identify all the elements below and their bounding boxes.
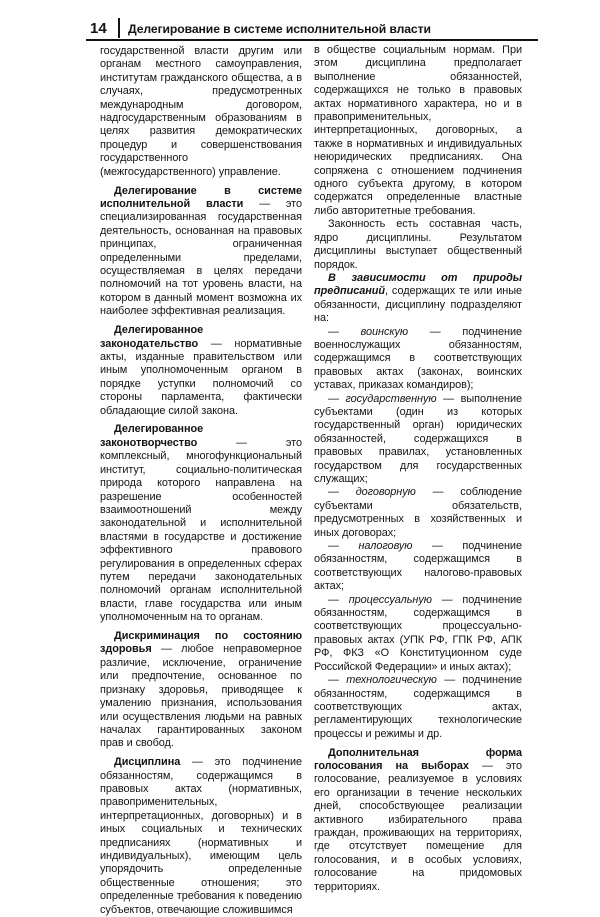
list-term: процессуальную [348, 593, 432, 606]
list-item: — налоговую — подчинение обязанностям, содержащимся в соответствующих налогово-правовых актах; [314, 540, 522, 593]
header-separator [118, 18, 120, 38]
definition-term: Дискриминация по состоянию здоровья [100, 630, 302, 656]
list-item: — процессуальную — подчинение обязанностям, содержащимся в соответствующих процессуально-правовых актах (УПК РФ, ГПК РФ, АПК РФ, ФКЗ «О Конституционном суде Российской Федерации» и иных актах); [314, 593, 522, 673]
definition-text: — это подчинение обязанностям, содержащимся в правовых актах (нормативных, правоприменительных, интерпретационных, договорных) и в иных социальных и технических предписаниях (нормативных и индивидуальных), имеющим цель упорядочить определенные общественные отношения; это определенные требования к поведению субъектов, отвечающие сложившимся [100, 756, 302, 916]
header-rule [86, 39, 538, 41]
page-number: 14 [90, 20, 107, 37]
emphasis-text: В зависимости от природы предписаний [314, 271, 522, 298]
list-term: технологическую [346, 674, 437, 687]
list-item: — договорную — соблюдение субъектами обязательств, предусмотренных в хозяйственных и иных договорах; [314, 486, 522, 539]
list-term: налоговую [358, 540, 413, 553]
left-column [100, 45, 302, 917]
definition-paragraph [100, 756, 302, 917]
list-term: воинскую [360, 325, 409, 338]
definition-term: Дополнительная форма голосования на выборах [314, 746, 522, 773]
definition-term: Делегирование в системе исполнительной власти [100, 184, 302, 210]
definition-text: — нормативные акты, изданные правительством или иным уполномоченным органом в порядке уступки полномочий со стороны парламента, фактически обладающие силой закона. [100, 337, 302, 417]
paragraph: государственной власти другим или органам местного самоуправления, институтам гражданского общества, а в случаях, предусмотренных международным договором, надгосударственным образованиям в целях развития демократических процедур и совершенствования государственного (межгосударственного) управление. [100, 45, 302, 178]
running-header [86, 18, 536, 40]
list-term: договорную [355, 486, 416, 499]
paragraph: в обществе социальным нормам. При этом дисциплина предполагает выполнение обязанностей, содержащихся не только в правовых актах нормативного характера, но и в правоприменительных, интерпретационных, договорных, а также в нормативных и индивидуальных неюридических предписаниях. Она сопряжена с отношением подчинения одного субъекта другому, в котором содержатся определенные властные либо авторитетные требования. [314, 44, 522, 217]
definition-paragraph [100, 423, 302, 624]
definition-text: — это комплексный, многофункциональный институт, социально-политическая природа которого направлена на разрешение особенностей взаимоотношений между законодательной и исполнительной властями в государстве и достижение эффективного правового регулирования в определенных сферах путем передачи законодательных полномочий органам исполнительной власти, главе государства или иным уполномоченным на то органам. [100, 436, 302, 624]
definition-term: Делегированное законодательство [100, 324, 204, 350]
definition-term: Дисциплина [114, 756, 181, 769]
definition-text: — любое неправомерное различие, исключение, ограничение или предпочтение, основанное по признаку здоровья, приводящее к умалению признания, использования или осуществления людьми на равных началах гарантированных законом прав и свобод. [100, 643, 302, 750]
paragraph: В зависимости от природы предписаний, содержащих те или иные обязанности, дисциплину подразделяют на: [314, 271, 522, 325]
definition-paragraph [100, 324, 302, 418]
definition-text: — это голосование, реализуемое в условиях его организации в течение нескольких дней, способствующее реализации активного избирательного права граждан, проживающих на территориях, где отсутствует помещение для голосования, и в особых условиях, голосование на придомовых территориях. [314, 760, 522, 893]
paragraph: Законность есть составная часть, ядро дисциплины. Результатом дисциплины выступает общественный порядок. [314, 218, 522, 271]
definition-text: — это специализированная государственная деятельность, основанная на правовых принципах, ограниченная определенными пределами, осуществляемая в целях передачи полномочий на тот уровень власти, на котором в данный момент возможна их наиболее эффективная реализация. [100, 197, 303, 318]
definition-paragraph [100, 185, 302, 319]
definition-paragraph [314, 747, 522, 894]
right-column [314, 44, 522, 894]
list-term: государственную [345, 392, 437, 405]
list-item: — государственную — выполнение субъектами (один из которых государственный орган) юридических обязанностей, содержащихся в правовых правилах, установленных государством для государственных служащих; [314, 392, 522, 485]
definition-term: Делегированное законотворчество [100, 423, 204, 449]
header-title: Делегирование в системе исполнительной власти [128, 22, 431, 36]
list-item: — технологическую — подчинение обязанностям, содержащимся в соответствующих актах, регламентирующих технологические процессы и режимы и др. [314, 674, 522, 740]
list-item: — воинскую — подчинение военнослужащих обязанностям, содержащимся в соответствующих правовых актах (законах, воинских уставах, приказах командиров); [314, 325, 522, 392]
definition-paragraph [100, 630, 302, 751]
